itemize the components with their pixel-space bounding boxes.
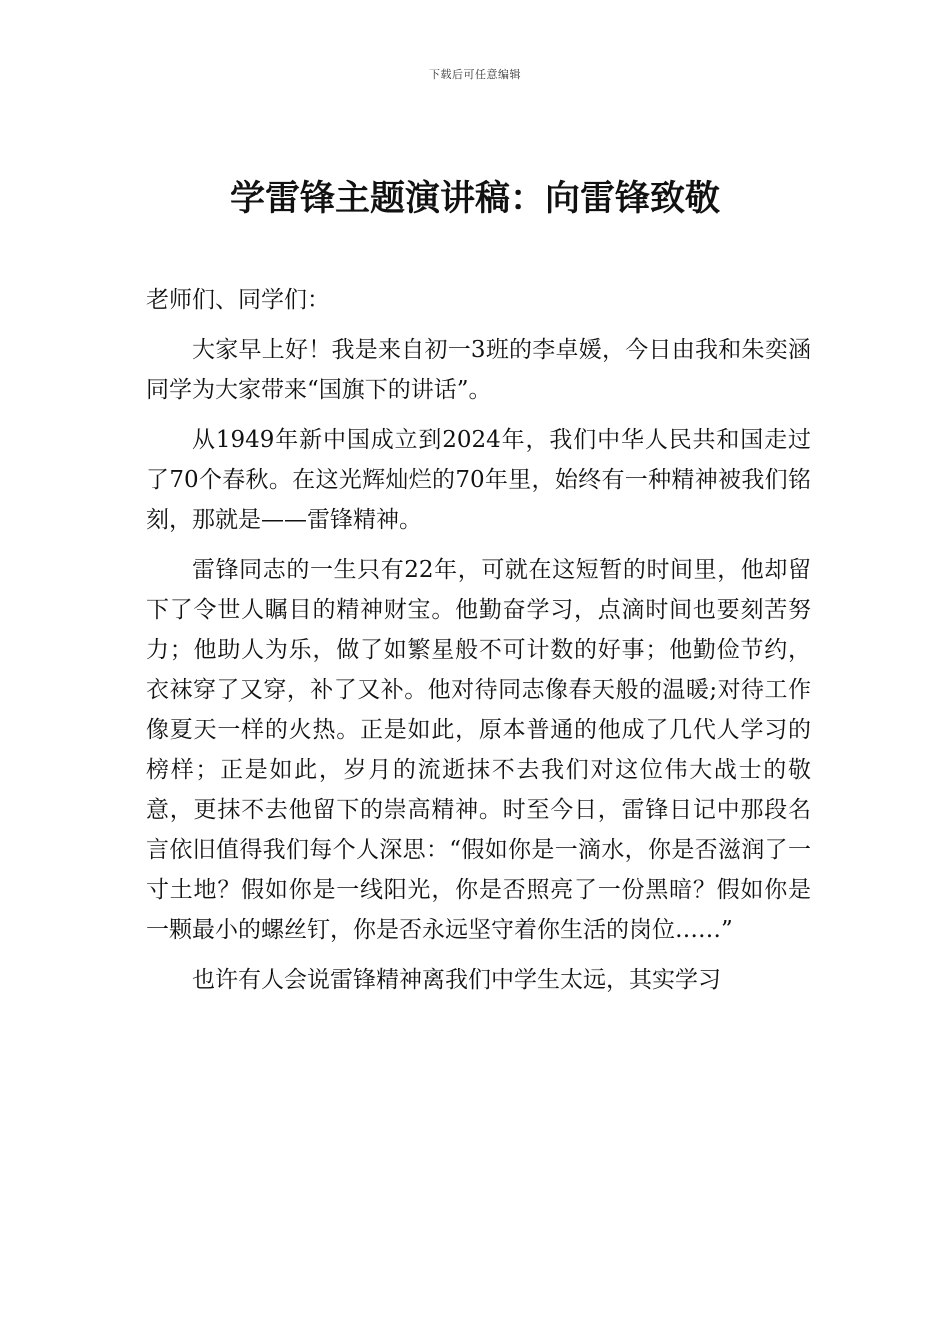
header-note: 下载后可任意编辑 [429,68,521,81]
salutation: 老师们、同学们： [146,287,330,313]
paragraph-leifeng-life: 雷锋同志的一生只有22年，可就在这短暂的时间里，他却留下了令世人瞩目的精神财宝。他勤奋学习，点滴时间也要刻苦努力；他助人为乐，做了如繁星般不可计数的好事；他勤俭节约，衣袜穿了又穿，补了又补。他对待同志像春天般的温暖;对待工作像夏天一样的火热。正是如此，原本普通的他成了几代人学习的榜样；正是如此，岁月的流逝抹不去我们对这位伟大战士的敬意，更抹不去他留下的崇高精神。时至今日，雷锋日记中那段名言依旧值得我们每个人深思：“假如你是一滴水，你是否滋润了一寸土地？假如你是一线阳光，你是否照亮了一份黑暗？假如你是一颗最小的螺丝钉，你是否永远坚守着你生活的岗位……” [146,557,811,943]
document-body [146,280,811,1010]
paragraph-students: 也许有人会说雷锋精神离我们中学生太远，其实学习 [192,967,721,993]
document-title: 学雷锋主题演讲稿：向雷锋致敬 [229,179,720,219]
paragraph-history: 从1949年新中国成立到2024年，我们中华人民共和国走过了70个春秋。在这光辉灿烂的70年里，始终有一种精神被我们铭刻，那就是——雷锋精神。 [146,427,811,533]
paragraph-greeting: 大家早上好！我是来自初一3班的李卓媛，今日由我和朱奕涵同学为大家带来“国旗下的讲话”。 [146,337,811,403]
